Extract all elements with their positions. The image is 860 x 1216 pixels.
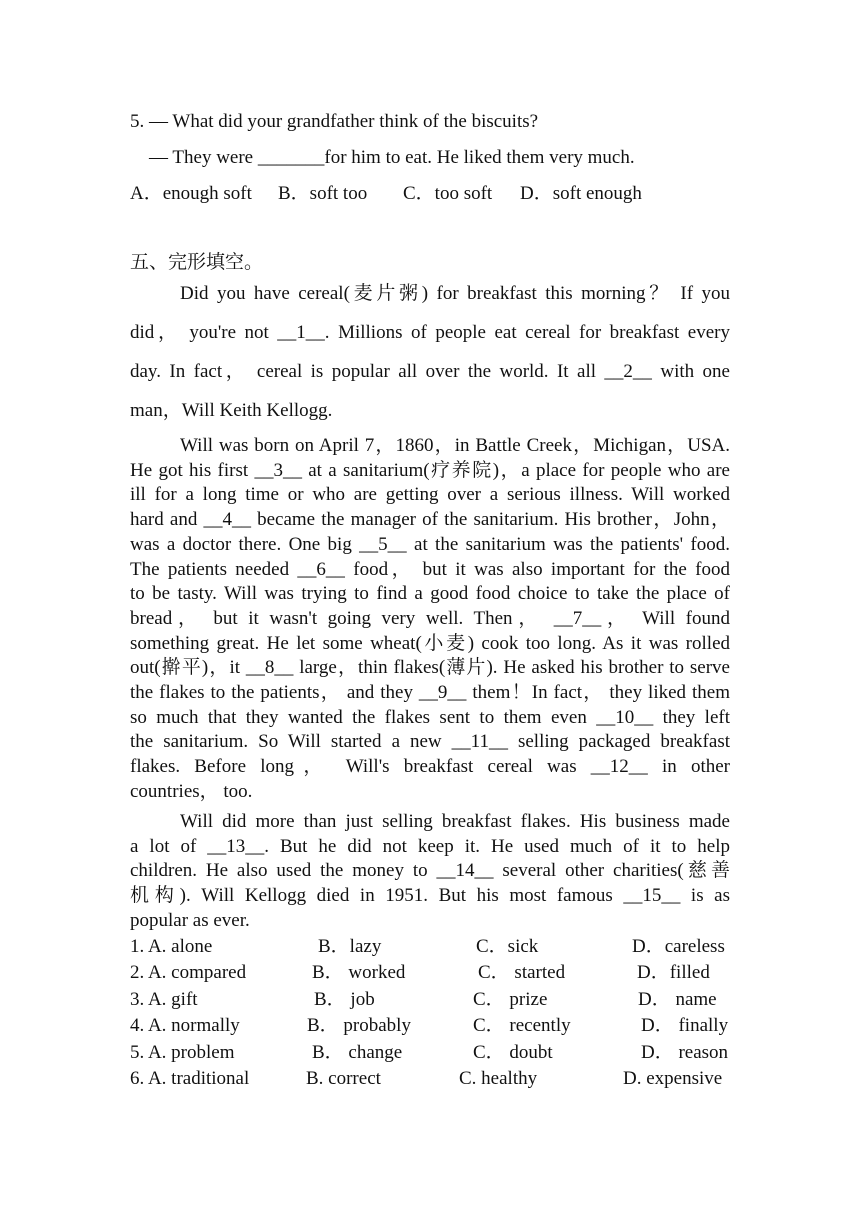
passage-line: Will did more than just selling breakfast flakes. His business made xyxy=(180,811,730,832)
passage-line: to be tasty. Will was trying to find a good food choice to take the place of xyxy=(130,583,730,605)
cloze-options xyxy=(130,934,730,1092)
option-6-c: C. healthy xyxy=(459,1067,538,1089)
passage-line: the sanitarium. So Will started a new __11__ selling packaged breakfast xyxy=(130,731,730,753)
passage-line: He got his first __3__ at a sanitarium(疗养院)，a place for people who are xyxy=(130,459,730,481)
option-1-a: 1. A. alone xyxy=(130,936,213,957)
option-6-b: B. correct xyxy=(306,1067,381,1089)
question-5-option-b: B．soft too xyxy=(278,183,368,204)
option-2-c: C． started xyxy=(478,962,566,984)
question-5-option-a: A．enough soft xyxy=(130,183,252,204)
option-3-a: 3. A. gift xyxy=(130,988,198,1010)
option-row-4 xyxy=(130,1013,730,1039)
passage-line: Will was born on April 7，1860，in Battle Creek，Michigan，USA. xyxy=(180,435,730,456)
passage-line: the flakes to the patients， and they __9__ them！In fact， they liked them xyxy=(130,682,730,704)
option-1-c: C．sick xyxy=(476,936,539,957)
passage-line: ill for a long time or who are getting over a serious illness. Will worked xyxy=(130,484,730,506)
option-1-b: B．lazy xyxy=(318,936,382,957)
option-5-a: 5. A. problem xyxy=(130,1041,235,1063)
option-3-d: D． name xyxy=(638,988,717,1010)
passage-line: The patients needed __6__ food， but it was also important for the food xyxy=(130,558,730,580)
section-title: 五、完形填空。 xyxy=(130,252,264,273)
option-1-d: D．careless xyxy=(632,936,725,957)
option-row-3 xyxy=(130,987,730,1013)
passage-line: Did you have cereal(麦片粥) for breakfast this morning？ If you xyxy=(180,283,730,304)
passage-line: something great. He let some wheat(小麦) cook too long. As it was rolled xyxy=(130,632,730,654)
option-2-b: B． worked xyxy=(312,962,406,984)
passage-paragraph-3 xyxy=(130,810,730,934)
question-5-stem: 5. — What did your grandfather think of the biscuits? xyxy=(130,111,539,132)
passage-line: so much that they wanted the flakes sent to them even __10__ they left xyxy=(130,706,730,728)
passage-line: popular as ever. xyxy=(130,909,250,931)
option-3-b: B． job xyxy=(314,988,375,1010)
passage-line: man，Will Keith Kellogg. xyxy=(130,400,333,421)
passage-line: hard and __4__ became the manager of the sanitarium. His brother，John， xyxy=(130,509,730,531)
passage-line: day. In fact， cereal is popular all over the world. It all __2__ with one xyxy=(130,361,730,382)
question-5-answer: — They were _______for him to eat. He liked them very much. xyxy=(149,147,635,168)
passage-line: countries， too. xyxy=(130,780,253,802)
question-5-options xyxy=(130,176,730,212)
question-5-option-c: C．too soft xyxy=(403,183,493,204)
option-5-b: B． change xyxy=(312,1041,403,1063)
option-4-a: 4. A. normally xyxy=(130,1015,240,1037)
option-row-2 xyxy=(130,960,730,986)
passage-line: flakes. Before long， Will's breakfast cereal was __12__ in other xyxy=(130,756,730,778)
passage-line: was a doctor there. One big __5__ at the sanitarium was the patients' food. xyxy=(130,533,730,555)
option-row-5 xyxy=(130,1040,730,1066)
option-row-6 xyxy=(130,1066,730,1092)
option-5-d: D． reason xyxy=(641,1041,729,1063)
option-6-d: D. expensive xyxy=(623,1067,723,1089)
option-row-1 xyxy=(130,934,730,960)
option-4-c: C． recently xyxy=(473,1015,571,1037)
question-5 xyxy=(130,104,730,212)
passage-line: children. He also used the money to __14__ several other charities(慈善 xyxy=(130,860,730,882)
option-4-b: B． probably xyxy=(307,1015,411,1037)
option-3-c: C． prize xyxy=(473,988,548,1010)
option-2-a: 2. A. compared xyxy=(130,962,247,984)
passage-paragraph-2 xyxy=(130,434,730,805)
option-6-a: 6. A. traditional xyxy=(130,1067,250,1089)
passage-line: bread， but it wasn't going very well. Then， __7__， Will found xyxy=(130,607,730,629)
passage-line: a lot of __13__. But he did not keep it. He used much of it to help xyxy=(130,835,730,857)
passage-line: 机构). Will Kellogg died in 1951. But his most famous __15__ is as xyxy=(130,885,730,907)
passage-line: out(擀平)，it __8__ large，thin flakes(薄片). He asked his brother to serve xyxy=(130,657,730,679)
passage-paragraph-1 xyxy=(130,274,730,430)
question-5-option-d: D．soft enough xyxy=(520,183,642,204)
option-5-c: C． doubt xyxy=(473,1041,553,1063)
option-4-d: D． finally xyxy=(641,1015,729,1037)
option-2-d: D．filled xyxy=(637,962,710,984)
passage-line: did， you're not __1__. Millions of people eat cereal for breakfast every xyxy=(130,322,730,343)
